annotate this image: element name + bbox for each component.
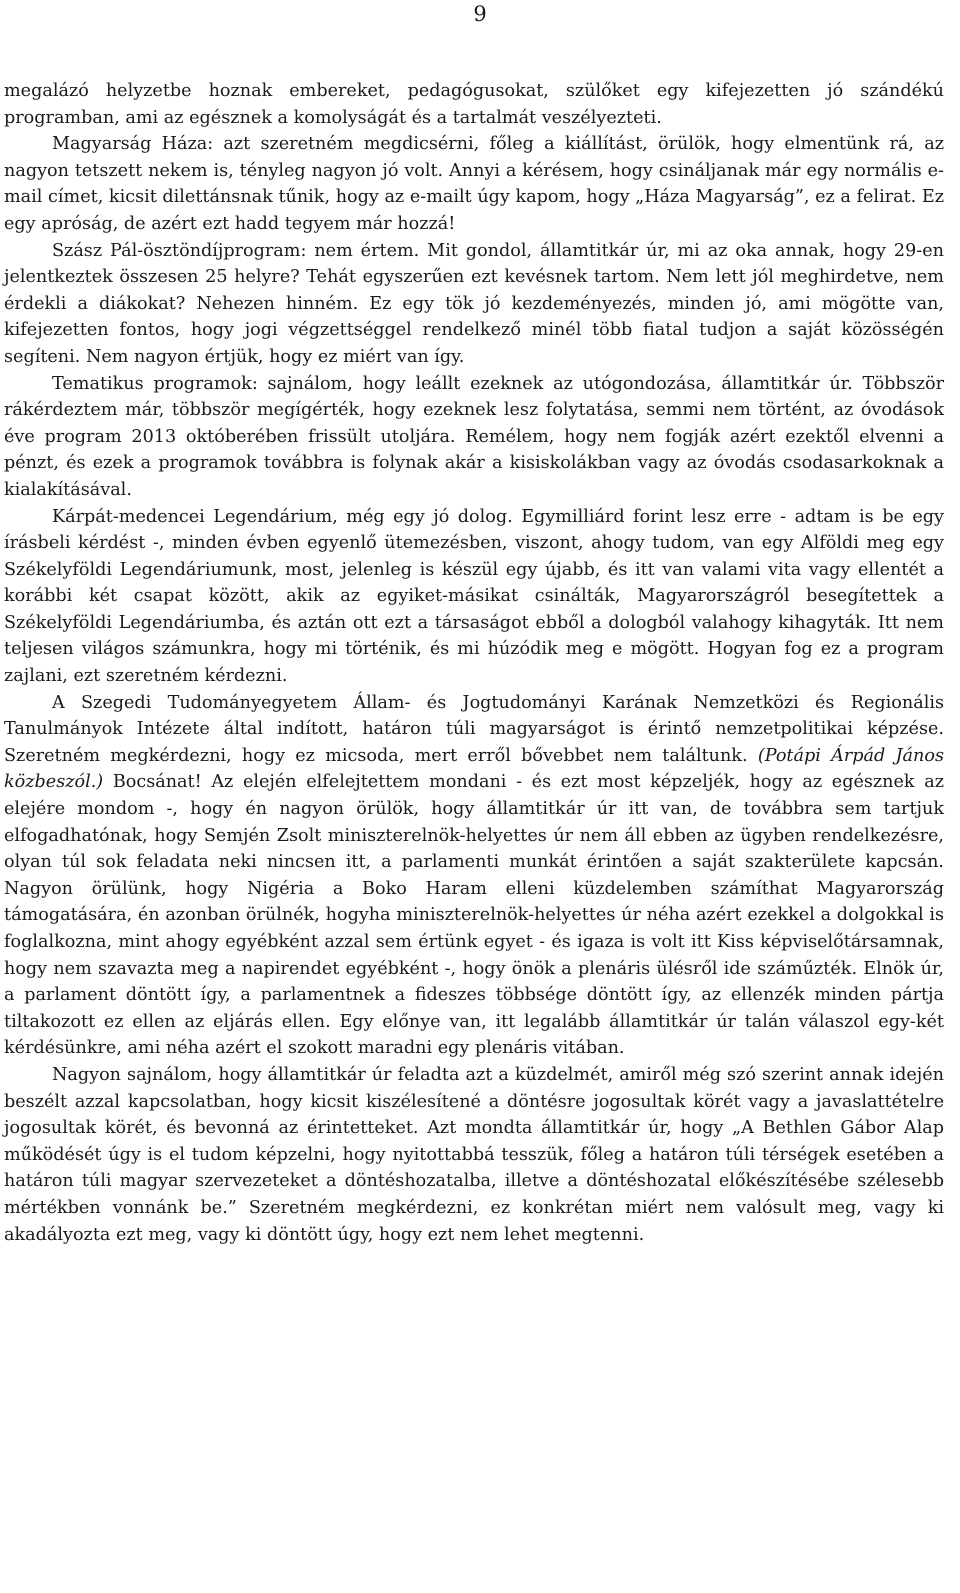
- paragraph-text: Bocsánat! Az elején elfelejtettem mondani - és ezt most képzeljék, hogy az egésznek az elejére mondom -, hogy én nagyon örülök, hogy államtitkár úr itt van, de továbbra sem tartjuk elfogadhatónak, hogy Semjén Zsolt miniszterelnök-helyettes úr nem áll ebben az ügyben rendelkezésre, olyan túl sok feladata neki nincsen itt, a parlamenti munkát érintően a saját szakterülete kapcsán. Nagyon örülünk, hogy Nigéria a Boko Haram elleni küzdelemben számíthat Magyarország támogatására, én azonban örülnék, hogyha miniszterelnök-helyettes úr néha azért ezekkel a dolgokkal is foglalkozna, mint ahogy egyébként azzal sem értünk egyet - és igaza is volt itt Kiss képviselőtársamnak, hogy nem szavazta meg a napirendet egyébként -, hogy önök a plenáris ülésről ide száműzték. Elnök úr, a parlament döntött így, a parlamentnek a fideszes többsége döntött így, az ellenzék minden pártja tiltakozott ez ellen az eljárás ellen. Egy előnye van, itt legalább államtitkár úr talán válaszol egy-két kérdésünkre, ami néha azért el szokott maradni egy plenáris vitában.: [4, 772, 944, 1059]
- paragraph-text: A Szegedi Tudományegyetem Állam- és Jogtudományi Karának Nemzetközi és Regionális Tanulmányok Intézete által indított, határon túli magyarságot is érintő nemzetpolitikai képzése. Szeretném megkérdezni, hogy ez micsoda, mert erről bővebbet nem találtunk.: [4, 692, 944, 766]
- interjection-note: (Potápi Árpád János közbeszól.): [4, 745, 944, 793]
- paragraph: [4, 690, 944, 1062]
- paragraph: Tematikus programok: sajnálom, hogy leállt ezeknek az utógondozása, államtitkár úr. Többször rákérdeztem már, többször megígérték, hogy ezeknek lesz folytatása, semmi nem történt, az óvodások éve program 2013 októberében frissült utoljára. Remélem, hogy nem fogják azért ezektől elvenni a pénzt, és ezek a programok továbbra is folynak akár a kisiskolákban vagy az óvodás csodasarkoknak a kialakításával.: [4, 373, 944, 500]
- paragraph: megalázó helyzetbe hoznak embereket, pedagógusokat, szülőket egy kifejezetten jó szándékú programban, ami az egésznek a komolyságát és a tartalmát veszélyezteti.: [4, 81, 944, 128]
- paragraph: Szász Pál-ösztöndíjprogram: nem értem. Mit gondol, államtitkár úr, mi az oka annak, hogy 29-en jelentkeztek összesen 25 helyre? Tehát egyszerűen ezt kevésnek tartom. Nem lett jól meghirdetve, nem érdekli a diákokat? Nehezen hinném. Ez egy tök jó kezdeményezés, minden jó, ami mögötte van, kifejezetten fontos, hogy jogi végzettséggel rendelkező minél több fiatal tudjon a saját közösségén segíteni. Nem nagyon értjük, hogy ez miért van így.: [4, 240, 944, 367]
- paragraph: Nagyon sajnálom, hogy államtitkár úr feladta azt a küzdelmét, amiről még szó szerint annak idején beszélt azzal kapcsolatban, hogy kicsit kiszélesítené a döntésre jogosultak körét vagy a javaslattételre jogosultak körét, és bevonná az érintetteket. Azt mondta államtitkár úr, hogy „A Bethlen Gábor Alap működését úgy is el tudom képzelni, hogy nyitottabbá tesszük, főleg a határon túli térségek esetében a határon túli magyar szervezeteket a döntéshozatalba, illetve a döntéshozatal előkészítésébe szélesebb mértékben vonnánk be.” Szeretném megkérdezni, ez konkrétan miért nem valósult meg, vagy ki akadályozta ezt meg, vagy ki döntött úgy, hogy ezt nem lehet megtenni.: [4, 1064, 944, 1245]
- paragraph: Kárpát-medencei Legendárium, még egy jó dolog. Egymilliárd forint lesz erre - adtam is be egy írásbeli kérdést -, minden évben egyenlő ütemezésben, viszont, ahogy tudom, van egy Alföldi meg egy Székelyföldi Legendáriumunk, most, jelenleg is készül egy újabb, és itt van valami vita vagy ellentét a korábbi két csapat között, akik az egyiket-másikat csinálták, Magyarországról besegítettek a Székelyföldi Legendáriumba, és aztán ott ezt a társaságot ebből a dologból valahogy kihagyták. Itt nem teljesen világos számunkra, hogy mi történik, és mi húzódik meg e mögött. Hogyan fog ez a program zajlani, ezt szeretném kérdezni.: [4, 506, 944, 687]
- page-number: 9: [473, 2, 487, 26]
- document-body: [4, 78, 944, 1248]
- paragraph: Magyarság Háza: azt szeretném megdicsérni, főleg a kiállítást, örülök, hogy elmentünk rá, az nagyon tetszett nekem is, tényleg nagyon jó volt. Annyi a kérésem, hogy csináljanak már egy normális e-mail címet, kicsit dilettánsnak tűnik, hogy az e-mailt úgy kapom, hogy „Háza Magyarság”, ez a felirat. Ez egy apróság, de azért ezt hadd tegyem már hozzá!: [4, 134, 944, 234]
